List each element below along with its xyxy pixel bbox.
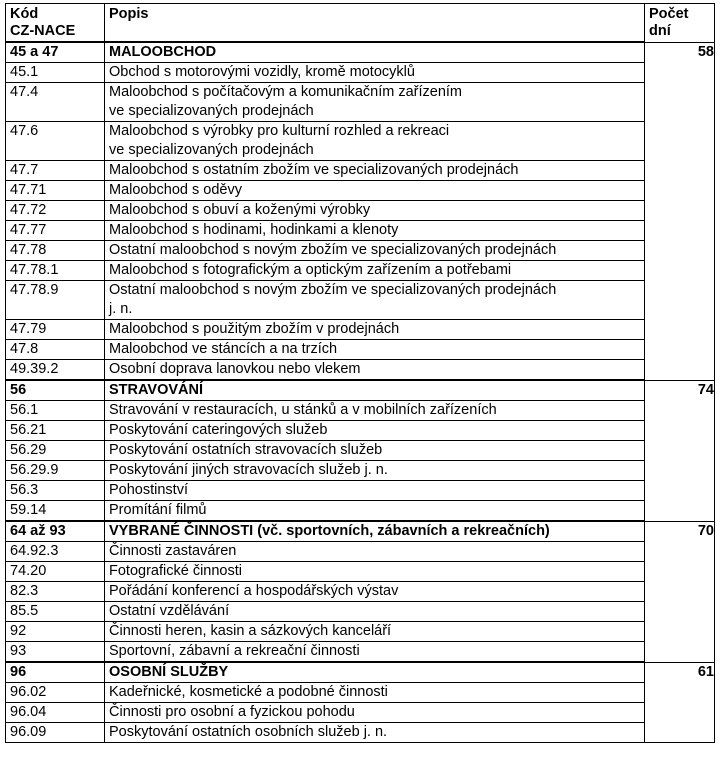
description-line: Poskytování ostatních osobních služeb j. n. xyxy=(109,724,388,740)
table-row xyxy=(6,63,715,83)
table-header xyxy=(6,4,715,43)
table-row xyxy=(6,582,715,602)
description-line: Osobní doprava lanovkou nebo vlekem xyxy=(109,361,361,377)
description-line: Poskytování cateringových služeb xyxy=(109,422,328,438)
section-row xyxy=(6,662,715,683)
table-row xyxy=(6,622,715,642)
description-line: j. n. xyxy=(109,301,133,317)
row-description xyxy=(105,63,645,83)
row-description xyxy=(105,340,645,360)
row-description xyxy=(105,582,645,602)
description-line: Pořádání konferencí a hospodářských výstav xyxy=(109,583,399,599)
section-row xyxy=(6,521,715,542)
description-line: Poskytování jiných stravovacích služeb j. n. xyxy=(109,462,388,478)
table-row xyxy=(6,562,715,582)
section-code: 64 až 93 xyxy=(6,521,105,542)
description-line: Poskytování ostatních stravovacích služeb xyxy=(109,442,383,458)
row-code: 47.7 xyxy=(6,161,105,181)
row-code: 45.1 xyxy=(6,63,105,83)
row-code: 93 xyxy=(6,642,105,663)
row-description xyxy=(105,281,645,320)
row-description xyxy=(105,122,645,161)
table-row xyxy=(6,281,715,320)
table-row xyxy=(6,542,715,562)
table-row xyxy=(6,360,715,381)
section-days: 70 xyxy=(645,521,715,662)
table-row xyxy=(6,401,715,421)
row-description xyxy=(105,320,645,340)
row-description xyxy=(105,221,645,241)
description-line: Maloobchod s počítačovým a komunikačním zařízením xyxy=(109,84,462,100)
row-code: 56.3 xyxy=(6,481,105,501)
table-row xyxy=(6,241,715,261)
section-row xyxy=(6,380,715,401)
row-code: 47.6 xyxy=(6,122,105,161)
row-description xyxy=(105,542,645,562)
row-description xyxy=(105,441,645,461)
table-row xyxy=(6,161,715,181)
row-description xyxy=(105,421,645,441)
row-code: 47.77 xyxy=(6,221,105,241)
row-description xyxy=(105,360,645,381)
section-code: 45 a 47 xyxy=(6,42,105,63)
description-line: Maloobchod s ostatním zbožím ve specializovaných prodejnách xyxy=(109,162,519,178)
header-days-line1: Počet xyxy=(649,6,689,22)
row-code: 56.1 xyxy=(6,401,105,421)
row-description xyxy=(105,683,645,703)
row-code: 85.5 xyxy=(6,602,105,622)
table-row xyxy=(6,181,715,201)
description-line: Ostatní maloobchod s novým zbožím ve specializovaných prodejnách xyxy=(109,282,557,298)
table-row xyxy=(6,441,715,461)
row-code: 47.78.9 xyxy=(6,281,105,320)
section-title: MALOOBCHOD xyxy=(105,42,645,63)
row-description xyxy=(105,201,645,221)
row-code: 59.14 xyxy=(6,501,105,522)
table-row xyxy=(6,421,715,441)
row-code: 56.29.9 xyxy=(6,461,105,481)
description-line: Sportovní, zábavní a rekreační činnosti xyxy=(109,643,360,659)
header-days-line2: dní xyxy=(649,23,671,39)
row-description xyxy=(105,703,645,723)
row-code: 47.79 xyxy=(6,320,105,340)
row-description xyxy=(105,501,645,522)
row-code: 74.20 xyxy=(6,562,105,582)
row-code: 96.02 xyxy=(6,683,105,703)
header-code-line2: CZ-NACE xyxy=(10,23,76,39)
row-code: 47.78.1 xyxy=(6,261,105,281)
description-line: Maloobchod s výrobky pro kulturní rozhled a rekreaci xyxy=(109,123,450,139)
table-row xyxy=(6,261,715,281)
description-line: ve specializovaných prodejnách xyxy=(109,142,314,158)
table-row xyxy=(6,320,715,340)
header-code-line1: Kód xyxy=(10,6,39,22)
description-line: Maloobchod s oděvy xyxy=(109,182,242,198)
description-line: Kadeřnické, kosmetické a podobné činnosti xyxy=(109,684,388,700)
description-line: Ostatní maloobchod s novým zbožím ve specializovaných prodejnách xyxy=(109,242,557,258)
row-description xyxy=(105,241,645,261)
row-code: 56.21 xyxy=(6,421,105,441)
description-line: ve specializovaných prodejnách xyxy=(109,103,314,119)
table-row xyxy=(6,602,715,622)
description-line: Fotografické činnosti xyxy=(109,563,242,579)
table-row xyxy=(6,481,715,501)
table-row xyxy=(6,642,715,663)
row-code: 82.3 xyxy=(6,582,105,602)
table-row xyxy=(6,340,715,360)
description-line: Maloobchod s použitým zbožím v prodejnách xyxy=(109,321,400,337)
row-description xyxy=(105,642,645,663)
description-line: Maloobchod s obuví a koženými výrobky xyxy=(109,202,371,218)
table-row xyxy=(6,83,715,122)
description-line: Promítání filmů xyxy=(109,502,207,518)
row-code: 47.72 xyxy=(6,201,105,221)
table-row xyxy=(6,221,715,241)
table-row xyxy=(6,201,715,221)
description-line: Činnosti heren, kasin a sázkových kanceláří xyxy=(109,623,392,639)
description-line: Stravování v restauracích, u stánků a v mobilních zařízeních xyxy=(109,402,497,418)
section-days: 58 xyxy=(645,42,715,380)
row-code: 96.04 xyxy=(6,703,105,723)
description-line: Pohostinství xyxy=(109,482,188,498)
row-description xyxy=(105,181,645,201)
row-code: 92 xyxy=(6,622,105,642)
header-description: Popis xyxy=(105,4,645,43)
table-row xyxy=(6,122,715,161)
description-line: Činnosti pro osobní a fyzickou pohodu xyxy=(109,704,355,720)
row-code: 49.39.2 xyxy=(6,360,105,381)
description-line: Maloobchod s fotografickým a optickým zařízením a potřebami xyxy=(109,262,512,278)
row-description xyxy=(105,602,645,622)
description-line: Ostatní vzdělávání xyxy=(109,603,230,619)
header-code xyxy=(6,4,105,43)
row-description xyxy=(105,723,645,743)
table-row xyxy=(6,461,715,481)
row-code: 56.29 xyxy=(6,441,105,461)
section-row xyxy=(6,42,715,63)
row-code: 47.78 xyxy=(6,241,105,261)
header-days xyxy=(645,4,715,43)
description-line: Maloobchod ve stáncích a na trzích xyxy=(109,341,338,357)
row-description xyxy=(105,481,645,501)
description-line: Maloobchod s hodinami, hodinkami a klenoty xyxy=(109,222,399,238)
table-row xyxy=(6,501,715,522)
row-code: 47.71 xyxy=(6,181,105,201)
table-body xyxy=(6,42,715,743)
row-code: 96.09 xyxy=(6,723,105,743)
row-description xyxy=(105,401,645,421)
section-code: 56 xyxy=(6,380,105,401)
section-days: 74 xyxy=(645,380,715,521)
row-code: 47.4 xyxy=(6,83,105,122)
row-description xyxy=(105,161,645,181)
row-description xyxy=(105,261,645,281)
row-code: 64.92.3 xyxy=(6,542,105,562)
section-days: 61 xyxy=(645,662,715,743)
header-row xyxy=(6,4,715,43)
row-code: 47.8 xyxy=(6,340,105,360)
row-description xyxy=(105,83,645,122)
nace-table xyxy=(5,3,715,743)
table-row xyxy=(6,683,715,703)
row-description xyxy=(105,562,645,582)
table-row xyxy=(6,723,715,743)
section-title: VYBRANÉ ČINNOSTI (vč. sportovních, zábavních a rekreačních) xyxy=(105,521,645,542)
description-line: Činnosti zastaváren xyxy=(109,543,237,559)
section-title: OSOBNÍ SLUŽBY xyxy=(105,662,645,683)
section-title: STRAVOVÁNÍ xyxy=(105,380,645,401)
row-description xyxy=(105,461,645,481)
description-line: Obchod s motorovými vozidly, kromě motocyklů xyxy=(109,64,415,80)
section-code: 96 xyxy=(6,662,105,683)
table-row xyxy=(6,703,715,723)
row-description xyxy=(105,622,645,642)
